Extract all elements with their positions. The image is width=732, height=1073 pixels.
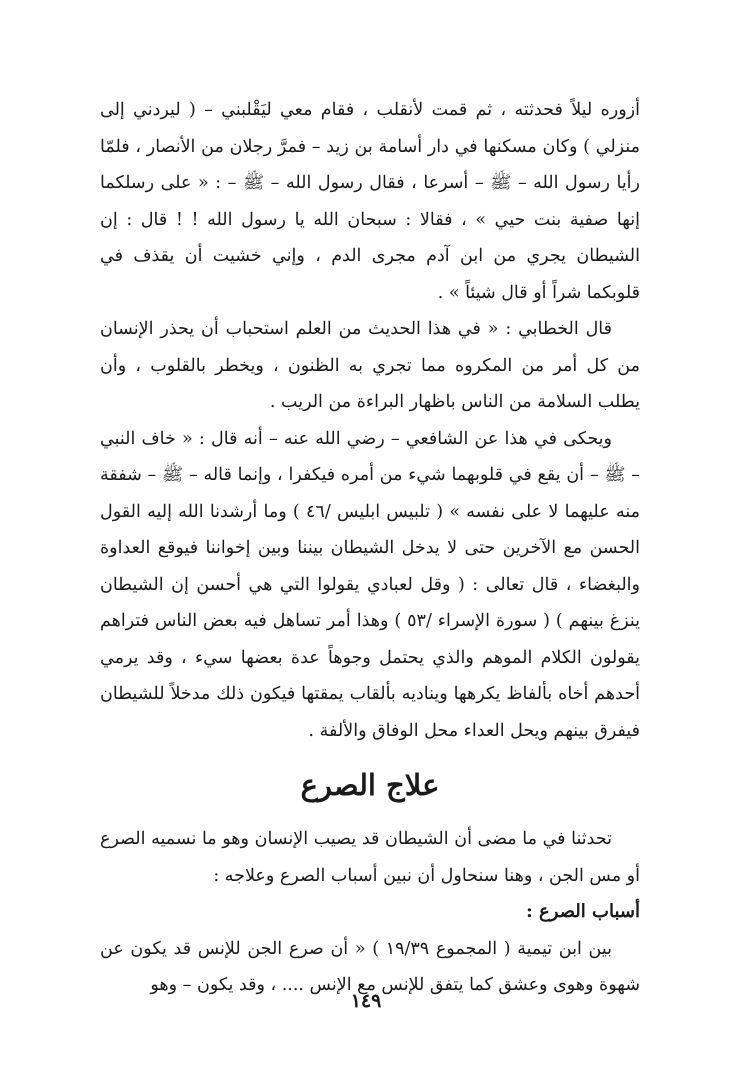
paragraph-khattabi-quote: قال الخطابي : « في هذا الحديث من العلم استحباب أن يحذر الإنسان من كل أمر من المكروه مما تجري به الظنون ، ويخطر بالقلوب ، وأن يطلب السلامة من الناس باظهار البراءة من الريب . bbox=[100, 319, 640, 412]
book-page-body bbox=[100, 92, 640, 1004]
section-heading: علاج الصرع bbox=[300, 768, 440, 802]
page-number: ١٤٩ bbox=[350, 990, 382, 1012]
paragraph-ibn-taymiyyah: بين ابن تيمية ( المجموع ١٩/٣٩ ) « أن صرع الجن للإنس قد يكون عن شهوة وهوى وعشق كما يتفق للإنس مع الإنس .... ، وقد يكون – وهو bbox=[100, 938, 640, 995]
paragraph-shafii-quote: ويحكى في هذا عن الشافعي – رضي الله عنه – أنه قال : « خاف النبي – ﷺ – أن يقع في قلوبهما شيء من أمره فيكفرا ، وإنما قاله – ﷺ – شفقة منه عليهما لا على نفسه » ( تلبيس ابليس /٤٦ ) وما أرشدنا الله إليه القول الحسن مع الآخرين حتى لا يدخل الشيطان بيننا وبين إخواننا فيوقع العداوة والبغضاء ، قال تعالى : ( وقل لعبادي يقولوا التي هي أحسن إن الشيطان ينزغ بينهم ) ( سورة الإسراء /٥٣ ) وهذا أمر تساهل فيه بعض الناس فتراهم يقولون الكلام الموهم والذي يحتمل وجوهاً عدة بعضها سيء ، وقد يرمي أحدهم أخاه بألفاظ يكرهها ويناديه بألقاب يمقتها فيكون ذلك مدخلاً للشيطان فيفرق بينهم ويحل العداء محل الوفاق والألفة . bbox=[100, 428, 640, 741]
paragraph-hadith-continuation: أزوره ليلاً فحدثته ، ثم قمت لأنقلب ، فقام معي ليَقْلبني – ( ليردني إلى منزلي ) وكان مسكنها في دار أسامة بن زيد – فمرَّ رجلان من الأنصار ، فلمّا رأيا رسول الله – ﷺ – أسرعا ، فقال رسول الله – ﷺ – : « على رسلكما إنها صفية بنت حيي » ، فقالا : سبحان الله يا رسول الله ! ! قال : إن الشيطان يجري من ابن آدم مجرى الدم ، وإني خشيت أن يقذف في قلوبكما شراً أو قال شيئاً » . bbox=[100, 100, 640, 303]
paragraph-epilepsy-intro: تحدثنا في ما مضى أن الشيطان قد يصيب الإنسان وهو ما نسميه الصرع أو مس الجن ، وهنا سنحاول أن نبين أسباب الصرع وعلاجه : bbox=[100, 829, 640, 886]
subsection-heading: أسباب الصرع : bbox=[526, 901, 640, 922]
